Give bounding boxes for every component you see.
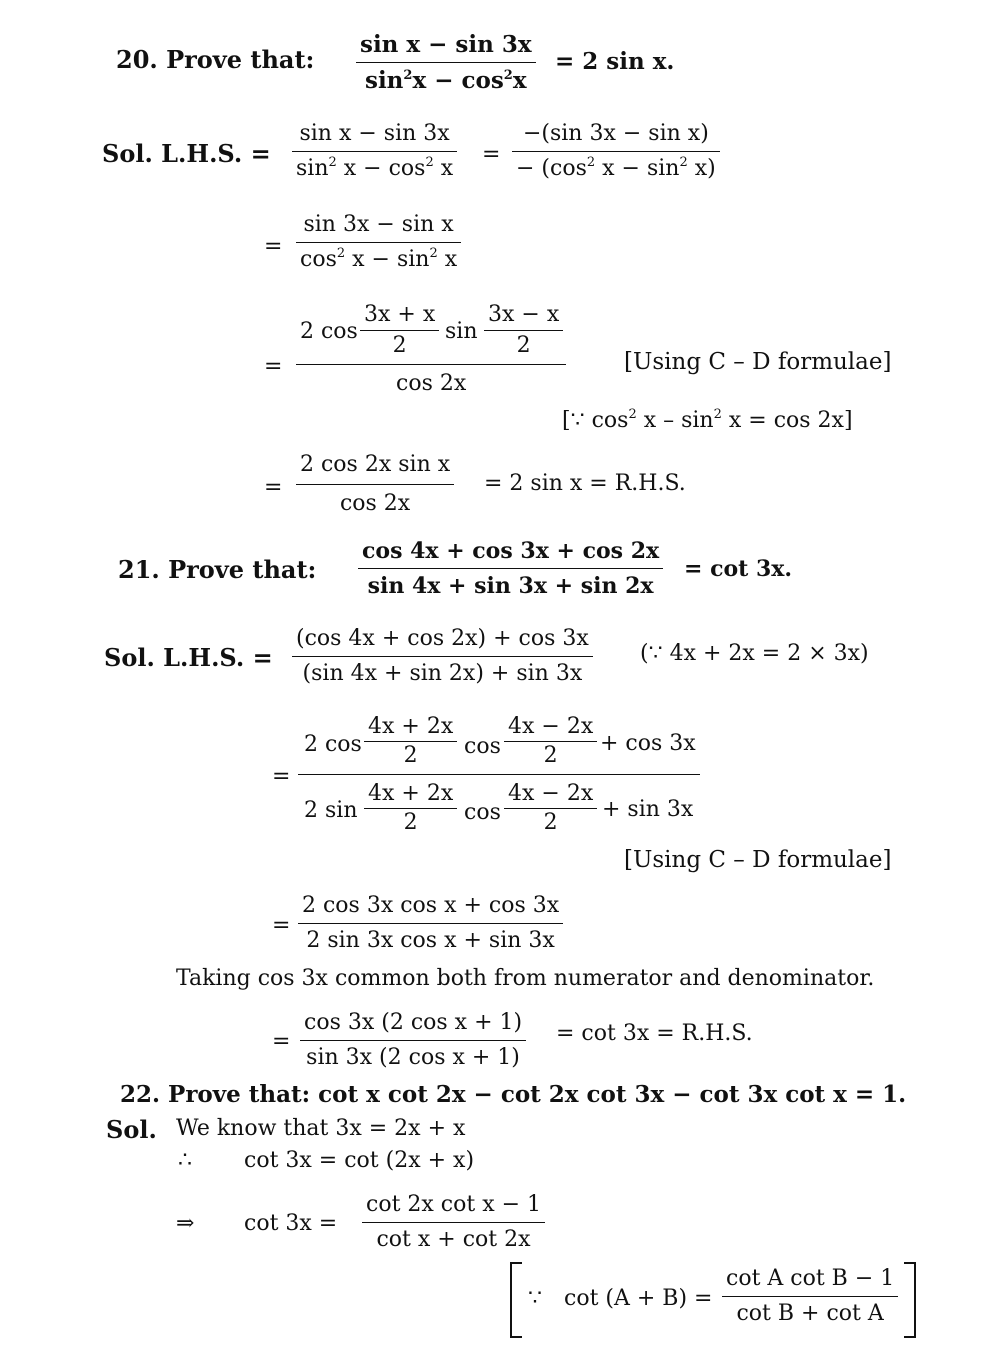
- q21-taking-common: Taking cos 3x common both from numerator and denominator.: [176, 966, 875, 991]
- q22-cot3x: cot 3x =: [244, 1211, 338, 1236]
- q21-equals-1: =: [272, 764, 291, 789]
- q20-cd-2cos: 2 cos: [300, 319, 358, 344]
- q21-step3-denominator: 2 sin 3x cos x + sin 3x: [306, 928, 555, 953]
- q21-num-2cos: 2 cos: [304, 732, 362, 757]
- q21-step1-fraction: [292, 628, 593, 685]
- q20-equals-3: =: [264, 354, 283, 379]
- therefore-icon: ∴: [178, 1148, 192, 1173]
- q21-step3-numerator: 2 cos 3x cos x + cos 3x: [302, 893, 560, 918]
- q21-equals-3: =: [272, 1029, 291, 1054]
- q21-num-fraction-1-num: 4x + 2x: [368, 714, 454, 739]
- q21-equals-2: =: [272, 913, 291, 938]
- q20-cd-sin: sin: [445, 319, 478, 344]
- q21-den-cos: cos: [464, 800, 501, 825]
- q21-note-identity: (∵ 4x + 2x = 2 × 3x): [640, 641, 869, 666]
- q21-num-fraction-2-num: 4x − 2x: [508, 714, 594, 739]
- q22-fraction: [362, 1194, 545, 1251]
- q21-statement-denominator: sin 4x + sin 3x + sin 2x: [367, 573, 654, 599]
- q21-step4-fraction: [300, 1012, 526, 1069]
- q20-step2-fraction: [512, 123, 720, 180]
- q21-step1-numerator: (cos 4x + cos 2x) + cos 3x: [296, 626, 589, 651]
- q22-we-know: We know that 3x = 2x + x: [176, 1116, 466, 1141]
- right-bracket: [904, 1262, 916, 1338]
- q20-cd-main-bar: [296, 364, 566, 365]
- q22-formula-lhs: cot (A + B) =: [564, 1286, 713, 1311]
- q20-step4-fraction: [296, 454, 454, 515]
- q21-statement-fraction: [358, 540, 663, 597]
- q21-den-fraction-1-num: 4x + 2x: [368, 781, 454, 806]
- q21-statement-numerator: cos 4x + cos 3x + cos 2x: [362, 538, 660, 564]
- q22-label: 22. Prove that: cot x cot 2x − cot 2x cot 3x − cot 3x cot x = 1.: [120, 1081, 907, 1108]
- q22-formula-denominator: cot B + cot A: [736, 1301, 884, 1326]
- q21-solution-lhs: Sol. L.H.S. =: [104, 643, 273, 672]
- q22-line2: cot 3x = cot (2x + x): [244, 1148, 475, 1173]
- q21-num-tail: + cos 3x: [600, 731, 696, 756]
- q20-cd-fraction-2-den: 2: [516, 333, 531, 358]
- q21-num-fraction-2-den: 2: [543, 743, 558, 768]
- implies-icon: ⇒: [176, 1211, 195, 1236]
- q20-step3-numerator: sin 3x − sin x: [303, 212, 454, 237]
- q21-step4-numerator: cos 3x (2 cos x + 1): [304, 1010, 523, 1035]
- q20-step1-fraction: [292, 123, 457, 180]
- q20-solution-lhs: Sol. L.H.S. =: [102, 139, 271, 168]
- q22-fraction-numerator: cot 2x cot x − 1: [366, 1192, 542, 1217]
- q21-den-2sin: 2 sin: [304, 798, 358, 823]
- because-icon: ∵: [528, 1286, 542, 1311]
- q21-step4-denominator: sin 3x (2 cos x + 1): [306, 1045, 520, 1070]
- q20-step2-numerator: −(sin 3x − sin x): [522, 121, 709, 146]
- q21-final: = cot 3x = R.H.S.: [556, 1021, 753, 1046]
- q20-step4-numerator: 2 cos 2x sin x: [300, 452, 451, 477]
- q20-final: = 2 sin x = R.H.S.: [484, 471, 686, 496]
- q22-sol: Sol.: [106, 1115, 157, 1144]
- q21-step1-denominator: (sin 4x + sin 2x) + sin 3x: [302, 661, 583, 686]
- q21-den-tail: + sin 3x: [602, 797, 694, 822]
- q21-den-fraction-2-den: 2: [543, 810, 558, 835]
- q21-step3-fraction: [298, 895, 563, 952]
- q20-statement-fraction: [356, 33, 536, 92]
- q21-den-fraction-2-num: 4x − 2x: [508, 781, 594, 806]
- q20-step1-denominator: $\sin^2 x - \cos^2 x$: [296, 155, 454, 181]
- q21-statement-rhs: = cot 3x.: [684, 556, 793, 582]
- q20-note-cd: [Using C – D formulae]: [624, 349, 892, 375]
- left-bracket: [510, 1262, 522, 1338]
- q20-statement-rhs: = 2 sin x.: [555, 48, 675, 75]
- q21-num-fraction-1-den: 2: [403, 743, 418, 768]
- q21-num-fraction-2: [504, 716, 597, 767]
- q22-fraction-denominator: cot x + cot 2x: [376, 1227, 531, 1252]
- q20-equals-2: =: [264, 234, 283, 259]
- q21-main-bar: [298, 774, 700, 775]
- q20-cd-fraction-1-num: 3x + x: [364, 302, 436, 327]
- q20-step3-denominator: $\cos^2 x - \sin^2 x$: [300, 246, 458, 272]
- q20-step4-denominator: cos 2x: [339, 491, 411, 516]
- q21-den-fraction-1: [364, 783, 457, 834]
- q20-statement-denominator: $\sin^2x - \cos^2x$: [365, 67, 527, 94]
- q20-step3-fraction: [296, 214, 461, 271]
- q20-cd-fraction-2-num: 3x − x: [488, 302, 560, 327]
- q20-cd-denominator: cos 2x: [396, 371, 467, 396]
- q20-cd-fraction-1-den: 2: [392, 333, 407, 358]
- q20-statement-numerator: sin x − sin 3x: [360, 31, 532, 58]
- q21-num-cos: cos: [464, 734, 501, 759]
- q20-equals-1: =: [482, 142, 501, 167]
- q20-note-identity: [∵ $\cos^2 x - \sin^2 x = \cos 2x$]: [562, 407, 853, 433]
- q21-den-fraction-2: [504, 783, 597, 834]
- q20-cd-fraction-1: [360, 304, 439, 357]
- q22-formula-fraction: [722, 1268, 898, 1325]
- q21-den-fraction-1-den: 2: [403, 810, 418, 835]
- q20-cd-fraction-2: [484, 304, 563, 357]
- q20-equals-4: =: [264, 475, 283, 500]
- q20-label: 20. Prove that:: [116, 45, 315, 74]
- q22-formula-numerator: cot A cot B − 1: [726, 1266, 895, 1291]
- q20-step1-numerator: sin x − sin 3x: [299, 121, 450, 146]
- q21-note-cd: [Using C – D formulae]: [624, 847, 892, 873]
- q21-label: 21. Prove that:: [118, 555, 317, 584]
- q20-step2-denominator: − ($\cos^2$ $x - \sin^2 x$): [516, 155, 716, 181]
- q21-num-fraction-1: [364, 716, 457, 767]
